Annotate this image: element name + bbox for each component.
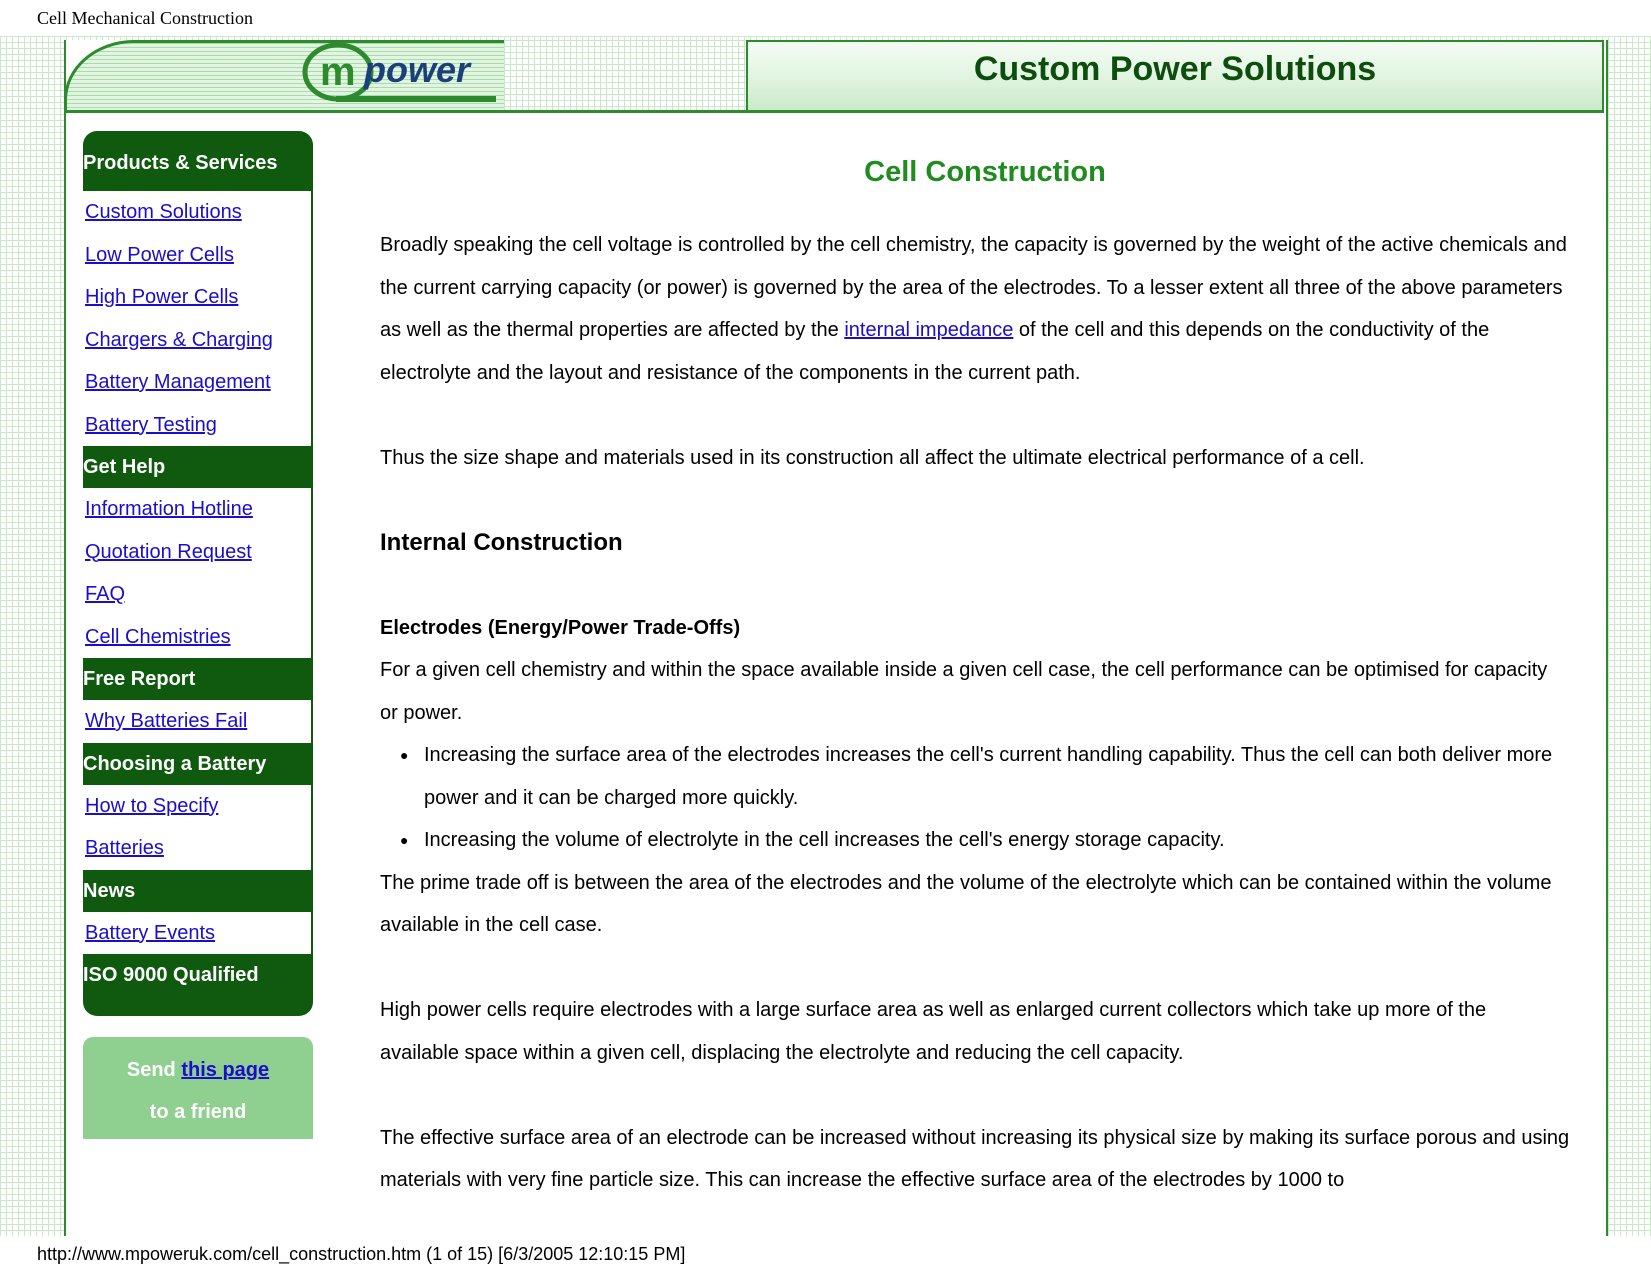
sidebar-link-low-power-cells[interactable]: Low Power Cells (85, 243, 234, 266)
sidebar-heading-choosing: Choosing a Battery (83, 752, 267, 775)
internal-construction-heading: Internal Construction (380, 528, 623, 556)
high-power-paragraph: High power cells require electrodes with a large surface area as well as enlarged current collectors which take up more of the available space within a given cell, displacing the electrolyte and reducing the cell capacity. (380, 999, 1487, 1064)
internal-impedance-link[interactable]: internal impedance (844, 319, 1014, 341)
sidebar-links-choosing (83, 785, 311, 870)
sidebar-link-batteries[interactable]: Batteries (85, 837, 164, 859)
sidebar-links-get-help (83, 488, 311, 658)
sidebar-link-cell-chemistries[interactable]: Cell Chemistries (85, 625, 231, 648)
sidebar-link-custom-solutions[interactable]: Custom Solutions (85, 201, 242, 223)
surface-area-paragraph: The effective surface area of an electrode can be increased without increasing its physical size by making its surface porous and using materials with very fine particle size. This can increase the effective surface area of the electrodes by 1000 to (380, 1126, 1570, 1191)
send-label: Send (126, 1059, 176, 1081)
spacer (380, 564, 1570, 607)
spacer (380, 204, 1570, 224)
sidebar-link-faq[interactable]: FAQ (85, 583, 126, 605)
sidebar-link-why-batteries-fail[interactable]: Why Batteries Fail (85, 710, 248, 732)
optimise-paragraph: For a given cell chemistry and within the space available inside a given cell case, the cell performance can be optimised for capacity or power. (380, 659, 1548, 724)
sidebar-link-information-hotline[interactable]: Information Hotline (85, 498, 253, 520)
tradeoff-list (380, 734, 1570, 862)
sidebar-link-how-to-specify[interactable]: How to Specify (85, 794, 219, 817)
logo-word: power (364, 49, 471, 90)
sidebar-heading-news: News (83, 879, 136, 902)
banner-grid (504, 40, 746, 112)
mpower-logo[interactable] (300, 42, 510, 108)
spacer (380, 479, 1570, 522)
sidebar-links-products (83, 191, 311, 446)
print-footer: http://www.mpoweruk.com/cell_construction.htm (1 of 15) [6/3/2005 12:10:15 PM] (37, 1244, 686, 1264)
banner-divider (64, 110, 1604, 113)
electrodes-heading: Electrodes (Energy/Power Trade-Offs) (380, 616, 741, 639)
site-title: Custom Power Solutions (973, 50, 1377, 88)
size-paragraph: Thus the size shape and materials used in its construction all affect the ultimate electrical performance of a cell. (380, 446, 1365, 469)
intro-paragraph (380, 224, 1570, 394)
send-line (83, 1059, 313, 1082)
list-item: ● Increasing the volume of electrolyte in the cell increases the cell's energy storage capacity. (424, 819, 1570, 862)
sidebar-links-news (83, 912, 311, 955)
prime-tradeoff-paragraph: The prime trade off is between the area of the electrodes and the volume of the electrolyte which can be contained within the volume available in the cell case. (380, 871, 1552, 936)
sidebar-links-free-report (83, 700, 311, 743)
sidebar-link-battery-management[interactable]: Battery Management (85, 371, 271, 393)
sidebar-link-chargers[interactable]: Chargers & Charging (85, 328, 273, 351)
send-to-friend-box (83, 1037, 313, 1139)
spacer (380, 394, 1570, 437)
sidebar-link-high-power-cells[interactable]: High Power Cells (85, 286, 239, 308)
spacer (380, 1074, 1570, 1117)
sidebar-link-quotation-request[interactable]: Quotation Request (85, 540, 252, 563)
banner-right (746, 40, 1604, 112)
page-title: Cell Construction (864, 156, 1106, 188)
sidebar-link-battery-events[interactable]: Battery Events (85, 921, 216, 944)
this-page-link[interactable]: this page (181, 1059, 270, 1081)
sidebar-nav (83, 131, 313, 1016)
intro-text-before: Broadly speaking the cell voltage is controlled by the cell chemistry, the capacity is governed by the weight of the active chemicals and the current carrying capacity (or power) is governed by the area of the electrodes. To a lesser extent all three of the above parameters as well as the thermal properties are affected by the (380, 234, 1567, 341)
sidebar-heading-products: Products & Services (83, 152, 278, 174)
list-item: ● Increasing the surface area of the electrodes increases the cell's current handling capability. Thus the cell can both deliver more power and it can be charged more quickly. (424, 734, 1570, 819)
logo-m: m (320, 50, 356, 94)
print-header: Cell Mechanical Construction (37, 8, 253, 28)
sidebar-link-battery-testing[interactable]: Battery Testing (85, 413, 217, 436)
sidebar-heading-iso: ISO 9000 Qualified (83, 964, 259, 986)
spacer (380, 947, 1570, 990)
sidebar-heading-get-help: Get Help (83, 456, 166, 478)
to-friend-label: to a friend (149, 1101, 247, 1123)
main-content (380, 140, 1570, 1202)
logo-underline (336, 96, 496, 102)
sidebar-heading-free-report: Free Report (83, 668, 196, 690)
intro-text-after: of the cell and this depends on the conductivity of the electrolyte and the layout and resistance of the components in the current path. (380, 319, 1490, 384)
